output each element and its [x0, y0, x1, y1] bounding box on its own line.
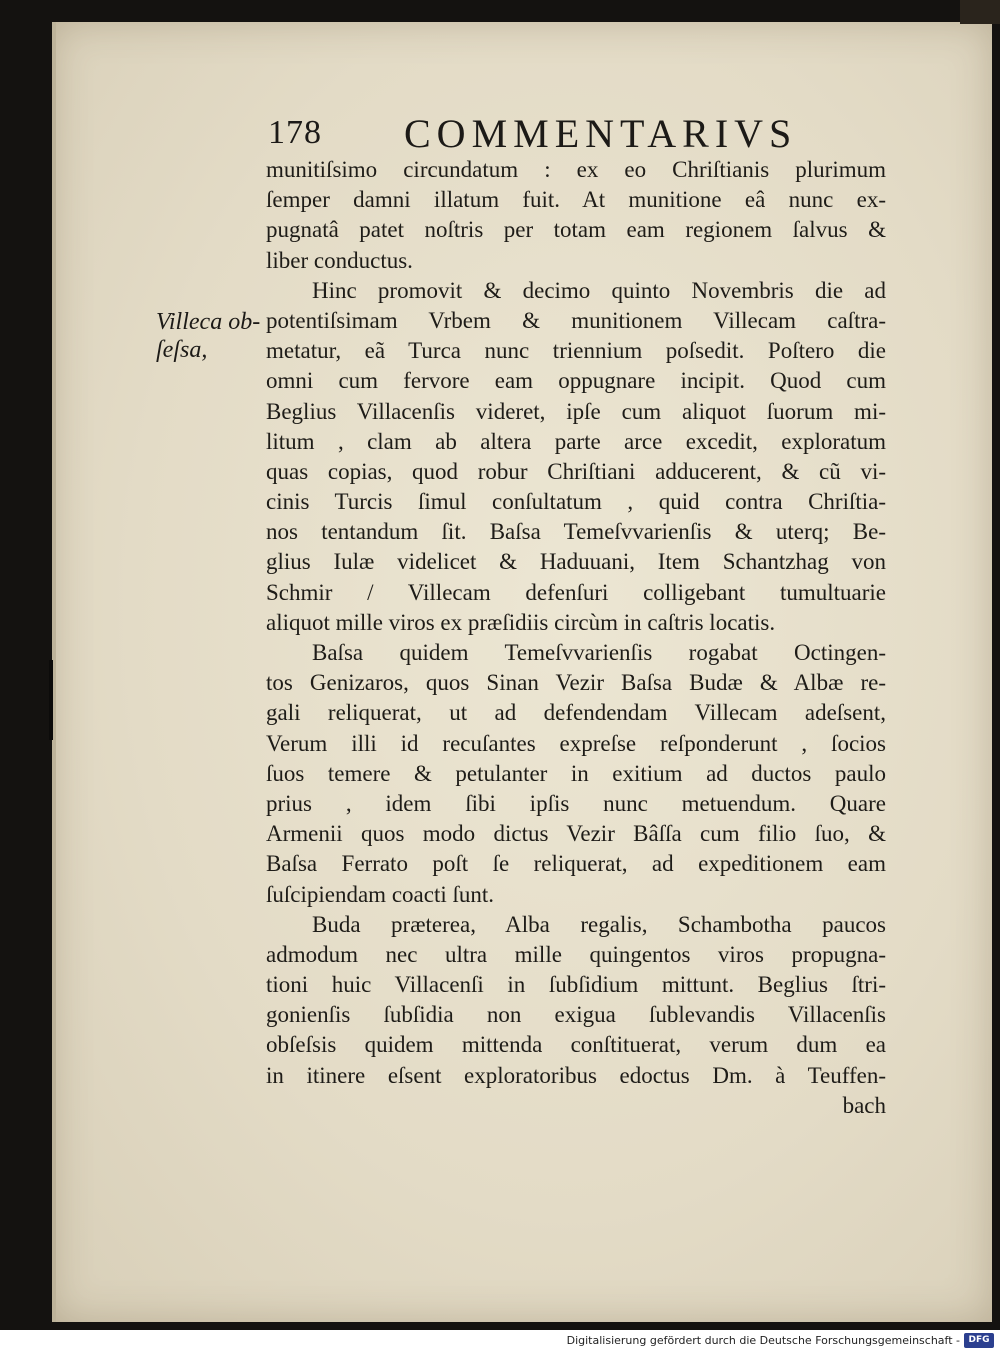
running-head: [268, 108, 908, 158]
running-title: COMMENTARIVS: [404, 111, 798, 156]
text-line: obſeſsis quidem mittenda conſtituerat, verum dum ea: [266, 1032, 886, 1058]
binding-clasp: [49, 660, 53, 740]
text-line: munitiſsimo circundatum : ex eo Chriſtianis plurimum: [266, 157, 886, 182]
text-line: Armenii quos modo dictus Vezir Bâſſa cum filio ſuo, &: [266, 821, 886, 847]
body-text: [266, 155, 886, 1121]
text-line: gali reliquerat, ut ad defendendam Villecam adeſsent,: [266, 700, 886, 726]
text-line: omni cum fervore eam oppugnare incipit. Quod cum: [266, 368, 886, 394]
text-line: pugnatâ patet noſtris per totam eam regionem ſalvus &: [266, 217, 886, 243]
page-number: 178: [268, 114, 322, 151]
text-line: ſemper damni illatum fuit. At munitione eâ nunc ex-: [266, 187, 886, 213]
funding-note: Digitalisierung gefördert durch die Deutsche Forschungsgemeinschaft -: [566, 1334, 960, 1347]
text-line: nos tentandum ſit. Baſsa Temeſvvarienſis & uterq; Be-: [266, 519, 886, 545]
text-line: Hinc promovit & decimo quinto Novembris die ad: [312, 277, 886, 303]
text-line: Baſsa Ferrato poſt ſe reliquerat, ad expeditionem eam: [266, 851, 886, 877]
text-line: ſuſcipiendam coacti ſunt.: [266, 881, 495, 907]
text-line: Buda præterea, Alba regalis, Schambotha paucos: [312, 911, 886, 937]
text-line: in itinere eſsent exploratoribus edoctus Dm. à Teuffen-: [266, 1062, 886, 1088]
text-line: tioni huic Villacenſi in ſubſidium mittunt. Beglius ſtri-: [266, 972, 886, 998]
marginal-note-line: Villeca ob-: [156, 309, 261, 335]
marginal-note: [156, 308, 266, 364]
text-line: aliquot mille viros ex præſidiis circùm in caſtris locatis.: [266, 609, 776, 635]
text-line: metatur, eã Turca nunc triennium poſsedit. Poſtero die: [266, 338, 886, 364]
text-line: admodum nec ultra mille quingentos viros propugna-: [266, 941, 886, 967]
text-line: Schmir / Villecam defenſuri colligebant tumultuarie: [266, 579, 886, 605]
text-line: prius , idem ſibi ipſis nunc metuendum. Quare: [266, 790, 886, 816]
marginal-note-line: ſeſsa,: [156, 337, 208, 363]
binding-corner: [960, 0, 1000, 24]
text-line: gonienſis ſubſidia non exigua ſublevandis Villacenſis: [266, 1002, 886, 1028]
text-line: ſuos temere & petulanter in exitium ad ductos paulo: [266, 760, 886, 786]
footer-bar: [0, 1330, 1000, 1352]
text-line: glius Iulæ videlicet & Haduuani, Item Schantzhag von: [266, 549, 886, 575]
text-line: bach: [842, 1092, 886, 1118]
text-line: Baſsa quidem Temeſvvarienſis rogabat Octingen-: [312, 640, 886, 665]
text-line: tos Genizaros, quos Sinan Vezir Baſsa Budæ & Albæ re-: [266, 670, 886, 696]
text-line: cinis Turcis ſimul conſultatum , quid contra Chriſtia-: [266, 489, 886, 515]
text-line: liber conductus.: [266, 247, 413, 273]
text-line: quas copias, quod robur Chriſtiani adducerent, & cũ vi-: [266, 458, 886, 484]
text-line: potentiſsimam Vrbem & munitionem Villecam caſtra-: [266, 307, 886, 333]
text-line: Verum illi id recuſantes expreſse reſponderunt , ſocios: [266, 730, 886, 756]
text-line: litum , clam ab altera parte arce excedit, exploratum: [266, 428, 886, 454]
dfg-logo: DFG: [964, 1333, 994, 1348]
text-line: Beglius Villacenſis videret, ipſe cum aliquot ſuorum mi-: [266, 398, 886, 424]
